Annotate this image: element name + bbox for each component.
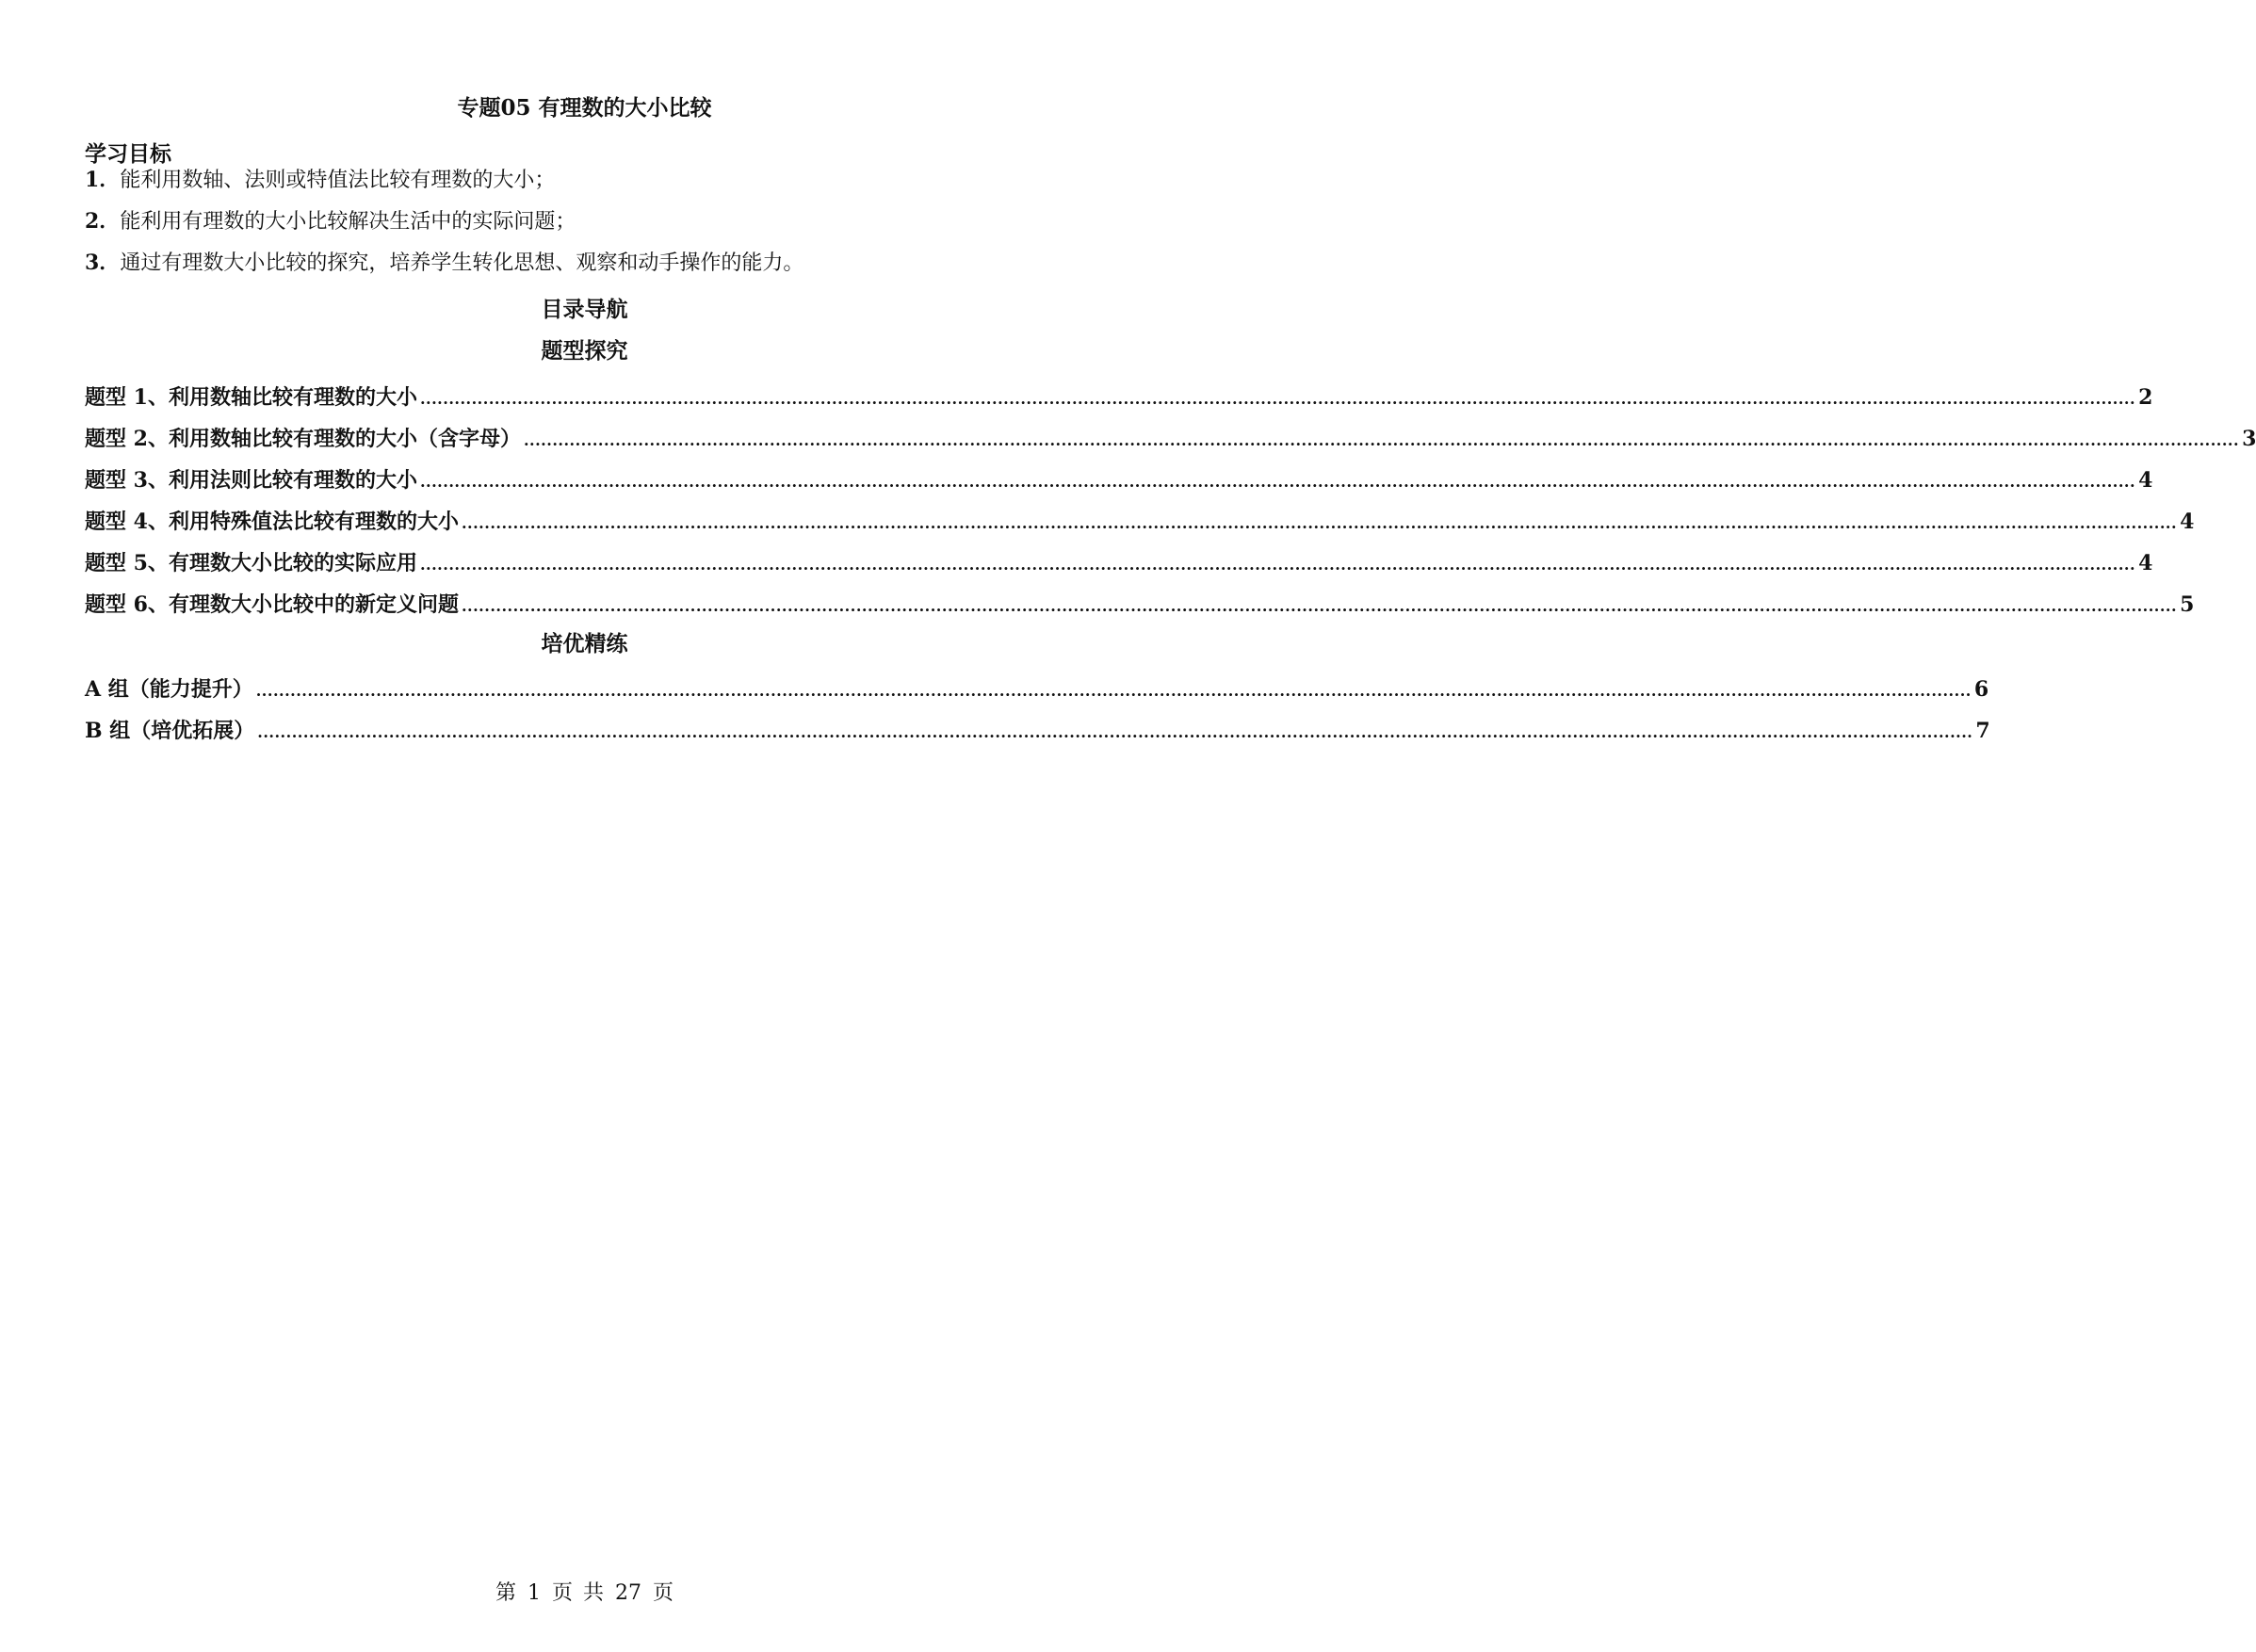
- toc-entry[interactable]: [85, 506, 2195, 538]
- toc-leader-dots: ............................................................................................................................................................................................................................................................................................................: [255, 682, 1972, 700]
- toc-entry-page: 4: [2180, 510, 2195, 534]
- goal-text: 能利用有理数的大小比较解决生活中的实际问题；: [120, 210, 576, 234]
- toc-entry[interactable]: [85, 589, 2195, 621]
- toc-entry-label: 题型 3、利用法则比较有理数的大小: [85, 468, 417, 493]
- toc-section-heading: 题型探究: [541, 338, 628, 364]
- toc-entry[interactable]: [85, 547, 2153, 579]
- goal-number: 3．: [85, 251, 121, 275]
- toc-entry-page: 2: [2138, 385, 2153, 410]
- footer-suffix: 页: [653, 1581, 674, 1605]
- toc-leader-dots: ............................................................................................................................................................................................................................................................................................................: [419, 473, 2136, 491]
- footer-total-pages: 27: [615, 1581, 641, 1605]
- learning-goal-item: [85, 247, 803, 280]
- toc-entry-page: 4: [2138, 551, 2153, 575]
- toc-entry-label: 题型 5、有理数大小比较的实际应用: [85, 551, 417, 575]
- toc-leader-dots: ............................................................................................................................................................................................................................................................................................................: [419, 556, 2136, 574]
- footer-current-page: 1: [527, 1581, 541, 1605]
- toc-leader-dots: ............................................................................................................................................................................................................................................................................................................: [461, 514, 2178, 532]
- toc-entry-page: 7: [1975, 719, 1990, 743]
- toc-leader-dots: ............................................................................................................................................................................................................................................................................................................: [419, 390, 2136, 408]
- toc-leader-dots: ............................................................................................................................................................................................................................................................................................................: [523, 431, 2240, 449]
- learning-goal-item: [85, 205, 576, 238]
- toc-leader-dots: ............................................................................................................................................................................................................................................................................................................: [257, 723, 1973, 741]
- learning-goals-heading: 学习目标: [85, 141, 171, 167]
- goal-number: 2．: [85, 209, 121, 234]
- footer-prefix: 第: [495, 1581, 516, 1605]
- toc-leader-dots: ............................................................................................................................................................................................................................................................................................................: [461, 597, 2178, 615]
- toc-entry-label: B 组（培优拓展）: [85, 719, 255, 743]
- page-footer: [0, 1579, 1169, 1609]
- learning-goal-item: [85, 164, 555, 197]
- page-title: 专题05 有理数的大小比较: [457, 95, 712, 121]
- goal-text: 通过有理数大小比较的探究，培养学生转化思想、观察和动手操作的能力。: [120, 251, 804, 275]
- toc-entry-label: 题型 4、利用特殊值法比较有理数的大小: [85, 510, 459, 534]
- toc-section-heading: 培优精练: [541, 631, 628, 656]
- toc-entry-page: 6: [1973, 677, 1989, 702]
- toc-entry[interactable]: [85, 715, 1990, 747]
- footer-middle: 页 共: [552, 1581, 604, 1605]
- toc-entry-label: A 组（能力提升）: [85, 677, 253, 702]
- toc-entry-label: 题型 6、有理数大小比较中的新定义问题: [85, 592, 459, 617]
- toc-entry-page: 5: [2180, 592, 2195, 617]
- toc-heading: 目录导航: [541, 297, 628, 322]
- toc-entry-label: 题型 1、利用数轴比较有理数的大小: [85, 385, 417, 410]
- goal-number: 1．: [85, 168, 121, 192]
- toc-entry[interactable]: [85, 423, 2256, 455]
- toc-entry[interactable]: [85, 381, 2153, 413]
- toc-entry[interactable]: [85, 464, 2153, 496]
- goal-text: 能利用数轴、法则或特值法比较有理数的大小；: [120, 169, 556, 192]
- toc-entry-page: 4: [2138, 468, 2153, 493]
- toc-entry[interactable]: [85, 673, 1989, 705]
- toc-entry-label: 题型 2、利用数轴比较有理数的大小（含字母）: [85, 427, 521, 451]
- toc-entry-page: 3: [2242, 427, 2256, 451]
